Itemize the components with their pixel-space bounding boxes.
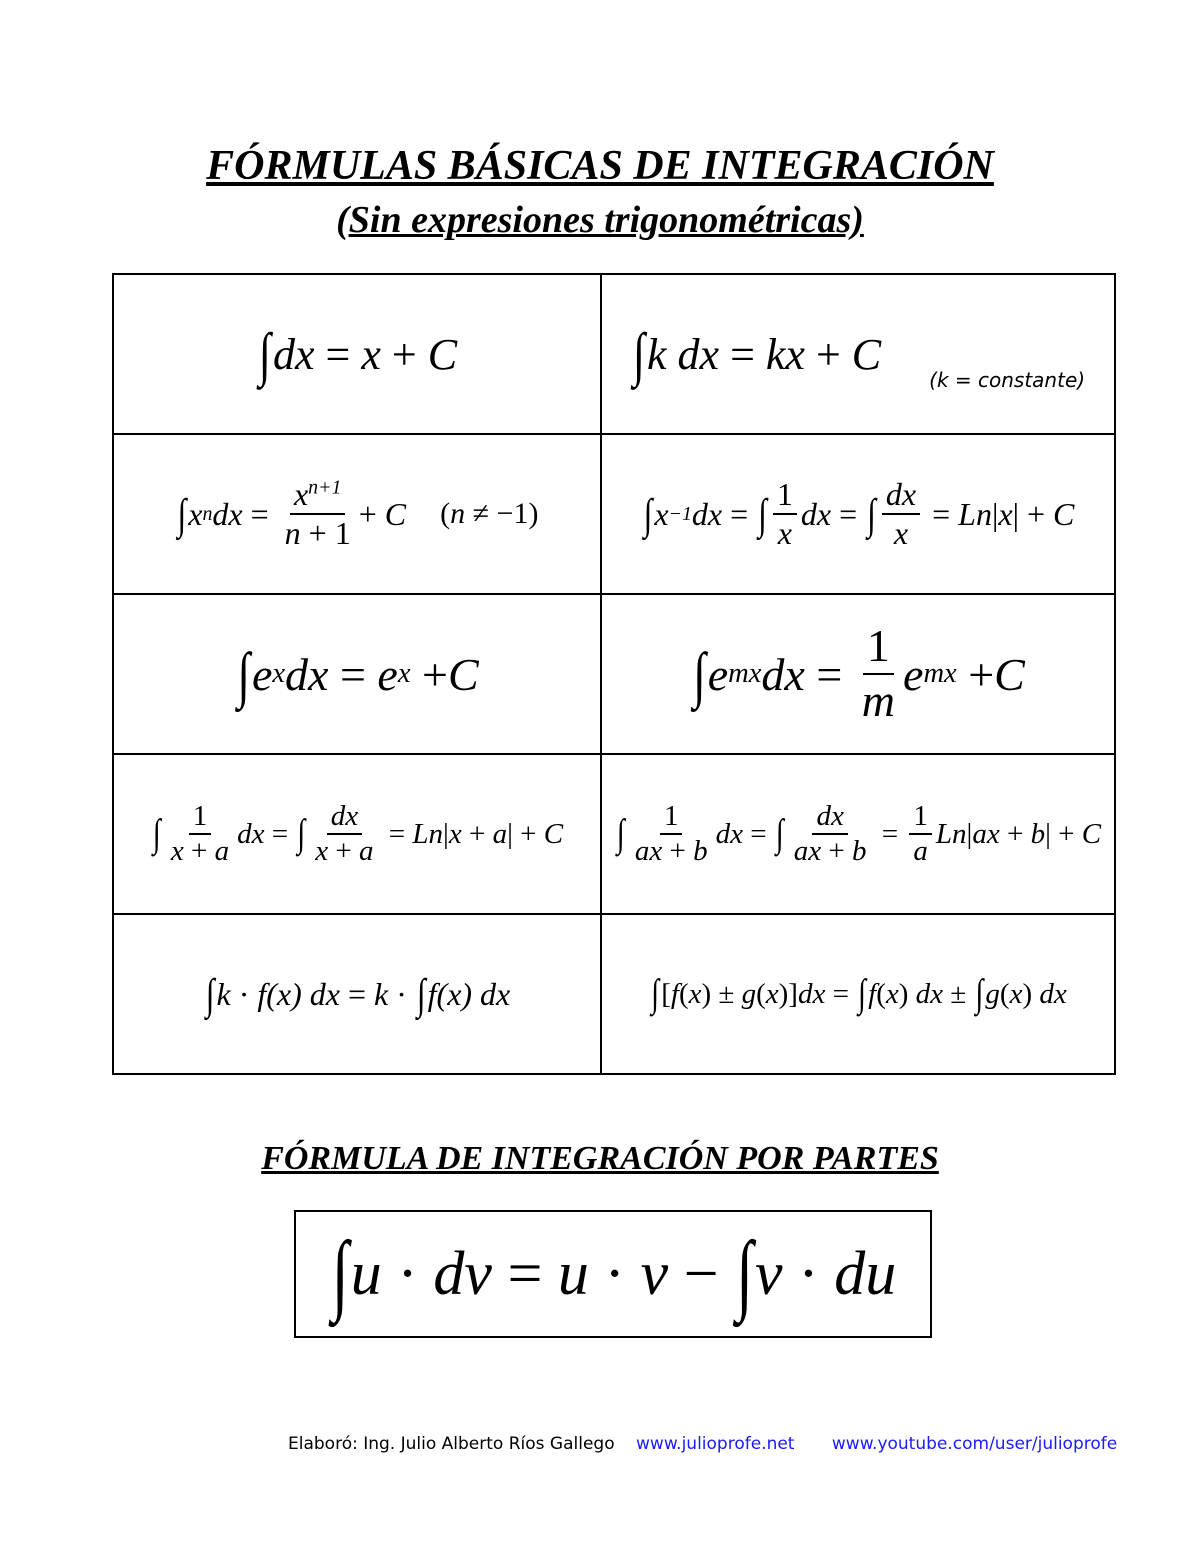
formula-constant-factor: ∫ k · f(x) dx = k · ∫ f(x) dx: [205, 969, 511, 1018]
formula-log-linear: ∫ $\frac{1}{x + a}$ dx = ∫ $\frac{dx}{x + a}$ = Ln | x + a | + C: [152, 799, 564, 867]
table-row: [113, 274, 1115, 434]
formula-reciprocal: ∫ x −1 dx = ∫ $\frac{1}{x}$ dx = ∫ $\frac{dx}{x}$ = Ln | x | + C: [643, 476, 1075, 551]
formula-exp-mx: ∫ e mx dx = $\frac{1}{m}$ e mx + C: [693, 620, 1025, 726]
formula-cell: [601, 274, 1115, 434]
formula-power-rule: ∫ x n dx = $\frac{x^{n+1}}{n + 1}$ + C (n ≠ −1): [177, 476, 539, 551]
table-row: [113, 434, 1115, 594]
parts-formula-box: ∫ u · dv = u · v − ∫ v · du: [294, 1210, 932, 1338]
formula-cell: [113, 594, 601, 754]
formula-cell: [601, 434, 1115, 594]
table-row: [113, 914, 1115, 1074]
youtube-link[interactable]: www.youtube.com/user/julioprofe: [831, 1434, 1118, 1454]
formula-table: [112, 273, 1116, 1075]
formula-cell: [601, 754, 1115, 914]
formula-k-dx: ∫ k dx = kx + C: [632, 320, 882, 388]
author-text: Elaboró: Ing. Julio Alberto Ríos Gallego: [288, 1434, 615, 1454]
page-subtitle: (Sin expresiones trigonométricas): [336, 199, 864, 241]
formula-cell: [113, 754, 601, 914]
formula-cell: [113, 434, 601, 594]
page-title: FÓRMULAS BÁSICAS DE INTEGRACIÓN: [206, 143, 994, 189]
formula-sum-rule: ∫ [ f ( x ) ± g ( x )] dx = ∫ f ( x ) dx ± ∫ g ( x ) dx: [651, 971, 1067, 1015]
formula-exp: ∫ e x dx = e x + C: [237, 639, 479, 709]
parts-title: FÓRMULA DE INTEGRACIÓN POR PARTES: [261, 1140, 939, 1177]
website-link[interactable]: www.julioprofe.net: [636, 1434, 795, 1454]
constant-note: (k = constante): [929, 367, 1086, 392]
table-row: [113, 754, 1115, 914]
formula-cell: [113, 914, 601, 1074]
formula-log-affine: ∫ $\frac{1}{ax + b}$ dx = ∫ $\frac{dx}{ax + b}$ = $\frac{1}{a}$ Ln | ax + b | + C: [616, 799, 1102, 867]
credit-line: [288, 1434, 1117, 1454]
formula-cell: [601, 914, 1115, 1074]
formula-dx: ∫ dx = x + C: [258, 320, 458, 388]
formula-cell: [113, 274, 601, 434]
table-row: [113, 594, 1115, 754]
formula-cell: [601, 594, 1115, 754]
